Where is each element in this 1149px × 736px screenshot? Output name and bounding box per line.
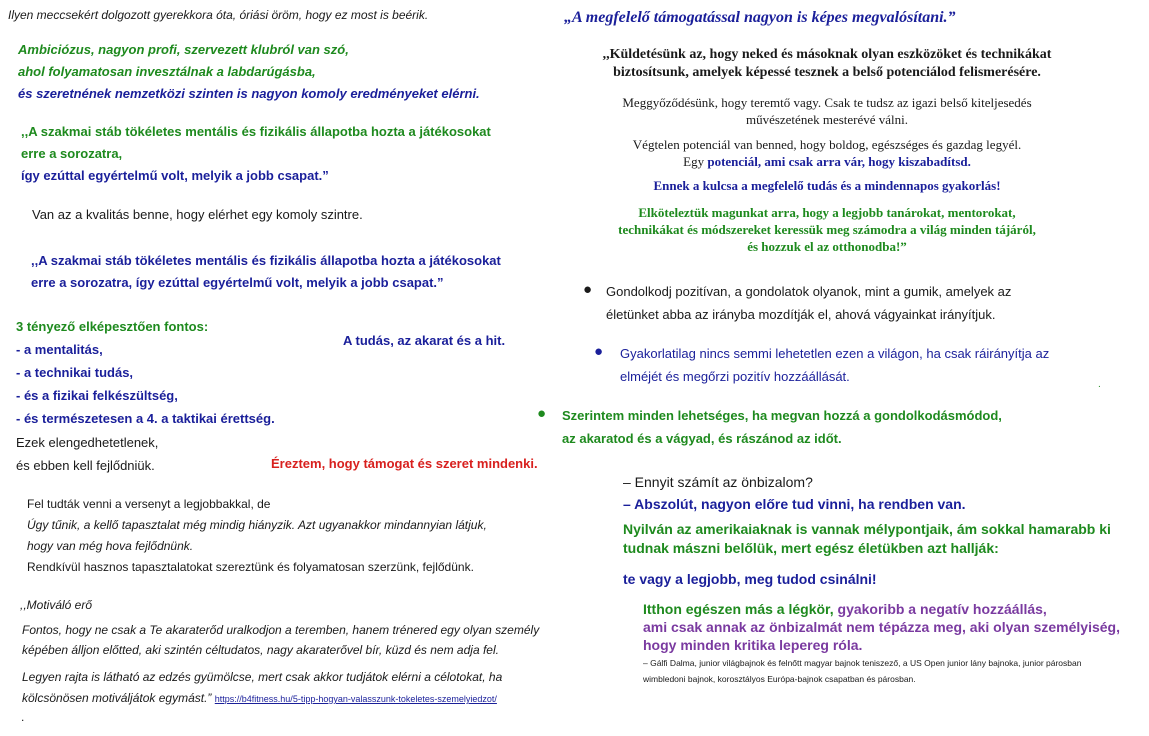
mission-line: ,,Küldetésünk az, hogy neked és másoknak olyan eszközöket és technikákat — [602, 47, 1052, 62]
americans-line: tudnak mászni belőlük, mert egész életükben azt hallják: — [623, 540, 999, 556]
experience-line: hogy van még hova fejlődnünk. — [27, 539, 194, 553]
quote-line: így ezúttal egyértelmű volt, melyik a jobb csapat.” — [21, 168, 329, 183]
quote-line: erre a sorozatra, — [21, 146, 123, 161]
bullet-dot-1: ● — [583, 281, 593, 298]
bullet-line: elméjét és megőrzi pozitív hozzáállását. — [620, 369, 850, 384]
factor-item: - a mentalitás, — [16, 342, 103, 357]
commit-line: és hozzuk el az otthonodba!” — [747, 239, 907, 254]
motivation-line: Fontos, hogy ne csak a Te akaraterőd uralkodjon a teremben, hanem trénered egy olyan személy — [22, 623, 540, 637]
essential-text — [16, 431, 158, 477]
factors-title: 3 tényező elképesztően fontos: — [16, 319, 209, 334]
bullet-dot-3: ● — [537, 405, 547, 422]
experience-line: Rendkívül hasznos tapasztalatokat szereztünk és folyamatosan szerzünk, fejlődünk. — [27, 560, 474, 574]
home-atmosphere — [643, 600, 1120, 654]
bullet-line: Gyakorlatilag nincs semmi lehetetlen ezen a világon, ha csak ráirányítja az — [620, 346, 1050, 361]
answer: – Abszolút, nagyon előre tud vinni, ha rendben van. — [623, 496, 966, 512]
commitment-text — [558, 204, 1096, 255]
home-line: hogy minden kritika lepereg róla. — [643, 637, 863, 653]
nothing-impossible-bullet — [620, 342, 1049, 388]
essential-line: Ezek elengedhetetlenek, — [16, 435, 159, 450]
commit-line: technikákat és módszereket keressük meg számodra a világ minden tájáról, — [618, 222, 1036, 237]
factor-item: - a technikai tudás, — [16, 365, 134, 380]
quote-line: ,,A szakmai stáb tökéletes mentális és fizikális állapotba hozta a játékosokat — [31, 253, 501, 268]
attribution — [643, 655, 1081, 687]
potential-line — [558, 153, 1096, 170]
belief-line: művészetének mesterévé válni. — [745, 112, 909, 127]
interview-qa — [623, 471, 966, 515]
home-prefix: Itthon egészen más a légkör, — [643, 601, 838, 617]
felt-support-text: Éreztem, hogy támogat és szeret mindenki. — [271, 456, 538, 471]
club-description — [18, 39, 480, 105]
commit-line: Elköteleztük magunkat arra, hogy a legjobb tanárokat, mentorokat, — [638, 205, 1016, 220]
home-line — [643, 600, 1120, 618]
motto: „A megfelelő támogatással nagyon is képes megvalósítani.” — [564, 9, 956, 26]
intro-text: Ilyen meccsekért dolgozott gyerekkora óta, óriási öröm, hogy ez most is beérik. — [8, 8, 429, 22]
belief-line: Meggyőződésünk, hogy teremtő vagy. Csak te tudsz az igazi belső kiteljesedés — [622, 95, 1032, 110]
key-text: Ennek a kulcsa a megfelelő tudás és a mindennapos gyakorlás! — [653, 178, 1001, 193]
quality-text: Van az a kvalitás benne, hogy elérhet egy komoly szintre. — [32, 207, 363, 222]
you-are-best: te vagy a legjobb, meg tudod csinálni! — [623, 571, 877, 587]
attribution-line: – Gálfi Dalma, junior világbajnok és felnőtt magyar bajnok teniszező, a US Open junior lány bajnoka, junior párosban — [643, 658, 1082, 668]
americans-line: Nyilván az amerikaiaknak is vannak mélypontjaik, ám sokkal hamarabb ki — [623, 521, 1111, 537]
americans-text — [623, 520, 1111, 558]
potential-text — [558, 136, 1096, 170]
staff-quote-2 — [31, 250, 501, 294]
results-line: Legyen rajta is látható az edzés gyümölcse, mert csak akkor tudjátok elérni a célotokat, ha — [22, 670, 503, 684]
mission-line: biztosítsunk, amelyek képessé tesznek a belső potenciálod felismerésére. — [613, 65, 1041, 80]
factor-item: - és a fizikai felkészültség, — [16, 388, 178, 403]
bullet-line: Szerintem minden lehetséges, ha megvan hozzá a gondolkodásmódod, — [562, 408, 1002, 423]
home-highlight: gyakoribb a negatív hozzáállás, — [837, 601, 1047, 617]
potential-line: Végtelen potenciál van benned, hogy boldog, egészséges és gazdag legyél. — [632, 137, 1022, 152]
potential-highlight: potenciál, ami csak arra vár, hogy kiszabadítsd. — [707, 154, 971, 169]
trailing-dot: . — [21, 710, 25, 724]
experience-text — [27, 494, 487, 578]
everything-possible-bullet — [562, 404, 1002, 450]
quote-line: erre a sorozatra, így ezúttal egyértelmű volt, melyik a jobb csapat.” — [31, 275, 444, 290]
club-line: Ambiciózus, nagyon profi, szervezett klubról van szó, — [18, 42, 349, 57]
factors-list — [16, 315, 275, 430]
staff-quote-1 — [21, 121, 491, 187]
question: – Ennyit számít az önbizalom? — [623, 474, 813, 490]
bullet-line: életünket abba az irányba mozdítják el, ahová vágyainkat irányítjuk. — [606, 307, 996, 322]
experience-line: Úgy tűnik, a kellő tapasztalat még mindig hiányzik. Azt ugyanakkor mindannyian látjuk, — [27, 518, 487, 532]
essential-line: és ebben kell fejlődniük. — [16, 458, 155, 473]
factor-item: - és természetesen a 4. a taktikai érettség. — [16, 411, 275, 426]
positive-thinking-bullet — [606, 280, 1011, 326]
home-line: ami csak annak az önbizalmát nem tépázza meg, aki olyan személyiség, — [643, 619, 1120, 635]
belief-text — [558, 94, 1096, 128]
knowledge-slogan: A tudás, az akarat és a hit. — [343, 333, 506, 348]
potential-prefix: Egy — [683, 154, 708, 169]
source-link[interactable]: https://b4fitness.hu/5-tipp-hogyan-valasszunk-tokeletes-szemelyiedzot/ — [214, 694, 497, 704]
results-end: kölcsönösen motiváljátok egymást.” — [22, 691, 212, 705]
results-text — [22, 667, 502, 710]
attribution-line: wimbledoni bajnok, korosztályos Európa-bajnok csapatban és párosban. — [643, 674, 916, 684]
mission-text — [558, 46, 1096, 82]
quote-line: ,,A szakmai stáb tökéletes mentális és fizikális állapotba hozta a játékosokat — [21, 124, 491, 139]
bullet-dot-2: ● — [594, 343, 604, 360]
bullet-line: Gondolkodj pozitívan, a gondolatok olyanok, mint a gumik, amelyek az — [606, 284, 1012, 299]
motivation-text — [22, 620, 539, 660]
stray-dot: . — [1098, 379, 1101, 390]
results-line — [22, 688, 502, 710]
experience-line: Fel tudták venni a versenyt a legjobbakkal, de — [27, 497, 271, 511]
bullet-line: az akaratod és a vágyad, és rászánod az időt. — [562, 431, 842, 446]
club-line: és szeretnének nemzetközi szinten is nagyon komoly eredményeket elérni. — [18, 86, 480, 101]
club-line: ahol folyamatosan invesztálnak a labdarúgásba, — [18, 64, 316, 79]
motivation-line: képében álljon előtted, aki szintén céltudatos, nagy akaraterővel bír, küzd és nem adja fel. — [22, 643, 499, 657]
motivation-title: ,,Motiváló erő — [20, 598, 93, 612]
